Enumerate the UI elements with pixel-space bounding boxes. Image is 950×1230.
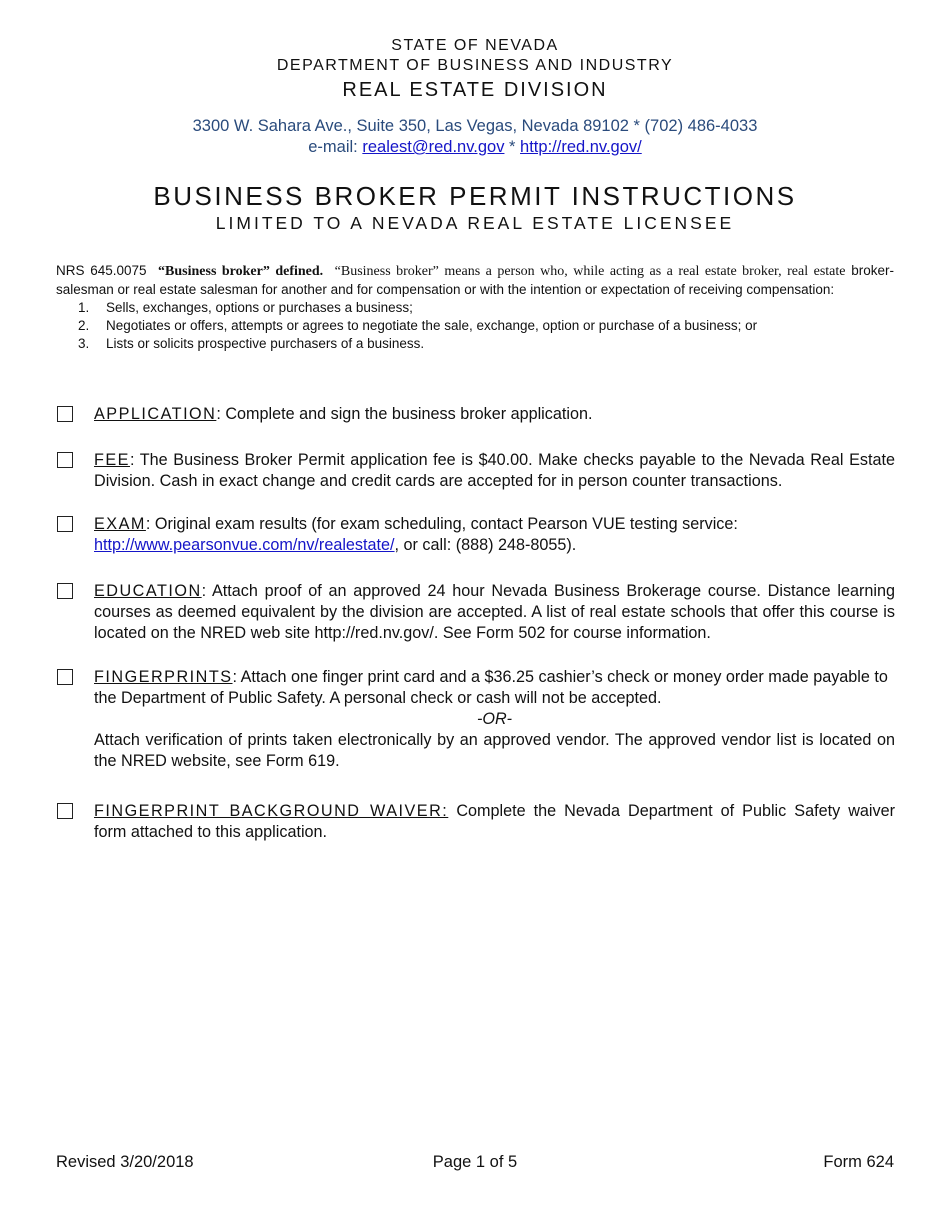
exam-text: EXAM: Original exam results (for exam scheduling, contact Pearson VUE testing service: http://www.pearsonvue.com/nv/realestate/, or call: (888) 248-8055). <box>94 515 738 554</box>
footer-form-number: Form 624 <box>823 1153 894 1171</box>
nrs-paragraph <box>56 262 894 299</box>
fee-heading: FEE <box>94 451 130 469</box>
email-link[interactable]: realest@red.nv.gov <box>362 138 505 156</box>
agency-division: REAL ESTATE DIVISION <box>342 79 608 101</box>
nrs-list-item: 2. Negotiates or offers, attempts or agrees to negotiate the sale, exchange, option or purchase of a business; or <box>78 318 758 333</box>
agency-state: STATE OF NEVADA <box>391 37 559 54</box>
exam-heading: EXAM <box>94 515 146 533</box>
fingerprints-alt-text: Attach verification of prints taken electronically by an approved vendor. The approved vendor list is located on the NRED website, see Form 619. <box>94 731 895 770</box>
waiver-heading: FINGERPRINT BACKGROUND WAIVER: <box>94 802 449 820</box>
nrs-reference: NRS 645.0075 <box>56 263 147 278</box>
application-heading: APPLICATION <box>94 405 217 423</box>
fee-checkbox[interactable] <box>57 452 73 468</box>
website-link[interactable]: http://red.nv.gov/ <box>520 138 642 156</box>
page-title: BUSINESS BROKER PERMIT INSTRUCTIONS <box>153 181 797 211</box>
contact-line <box>0 137 950 157</box>
fingerprints-heading: FINGERPRINTS <box>94 668 233 686</box>
pearson-vue-link[interactable]: http://www.pearsonvue.com/nv/realestate/ <box>94 536 395 554</box>
email-label: e-mail: <box>308 138 363 156</box>
or-divider: -OR- <box>476 710 513 728</box>
education-checkbox[interactable] <box>57 583 73 599</box>
fee-text: FEE: The Business Broker Permit application fee is $40.00. Make checks payable to the Nevada Real Estate Division. Cash in exact change and credit cards are accepted for in person counter transactions. <box>94 451 895 490</box>
exam-checkbox[interactable] <box>57 516 73 532</box>
page-subtitle: LIMITED TO A NEVADA REAL ESTATE LICENSEE <box>215 213 735 233</box>
fingerprints-text: FINGERPRINTS: Attach one finger print card and a $36.25 cashier’s check or money order made payable to the Department of Public Safety. A personal check or cash will not be accepted. -OR- Attach verification of prints taken electronically by an approved vendor. The approved vendor list is located on the NRED website, see Form 619. <box>94 668 895 770</box>
nrs-definition-cont: broker-salesman or real estate salesman for another and for compensation or with the intention or expectation of receiving compensation: <box>56 263 894 297</box>
agency-department: DEPARTMENT OF BUSINESS AND INDUSTRY <box>276 57 674 74</box>
nrs-term: “Business broker” defined. <box>158 264 324 279</box>
education-text: EDUCATION: Attach proof of an approved 24 hour Nevada Business Brokerage course. Distance learning courses as deemed equivalent by the division are accepted. A list of real estate schools that offer this course is located on the NRED web site http://red.nv.gov/. See Form 502 for course information. <box>94 582 895 642</box>
application-text: APPLICATION: Complete and sign the business broker application. <box>94 405 593 423</box>
footer-page-number: Page 1 of 5 <box>432 1153 518 1171</box>
waiver-text: FINGERPRINT BACKGROUND WAIVER: Complete the Nevada Department of Public Safety waiver form attached to this application. <box>94 802 895 841</box>
education-heading: EDUCATION <box>94 582 202 600</box>
nrs-definition <box>56 262 894 353</box>
nrs-list <box>56 299 894 353</box>
application-checkbox[interactable] <box>57 406 73 422</box>
fingerprints-checkbox[interactable] <box>57 669 73 685</box>
waiver-checkbox[interactable] <box>57 803 73 819</box>
nrs-definition-text: “Business broker” means a person who, while acting as a real estate broker, real estate <box>334 264 846 279</box>
footer-revised: Revised 3/20/2018 <box>56 1153 194 1171</box>
agency-address: 3300 W. Sahara Ave., Suite 350, Las Vegas, Nevada 89102 * (702) 486-4033 <box>192 117 758 135</box>
contact-separator: * <box>504 138 521 156</box>
nrs-list-item: 1. Sells, exchanges, options or purchases a business; <box>78 300 413 315</box>
nrs-list-item: 3. Lists or solicits prospective purchasers of a business. <box>78 336 425 351</box>
